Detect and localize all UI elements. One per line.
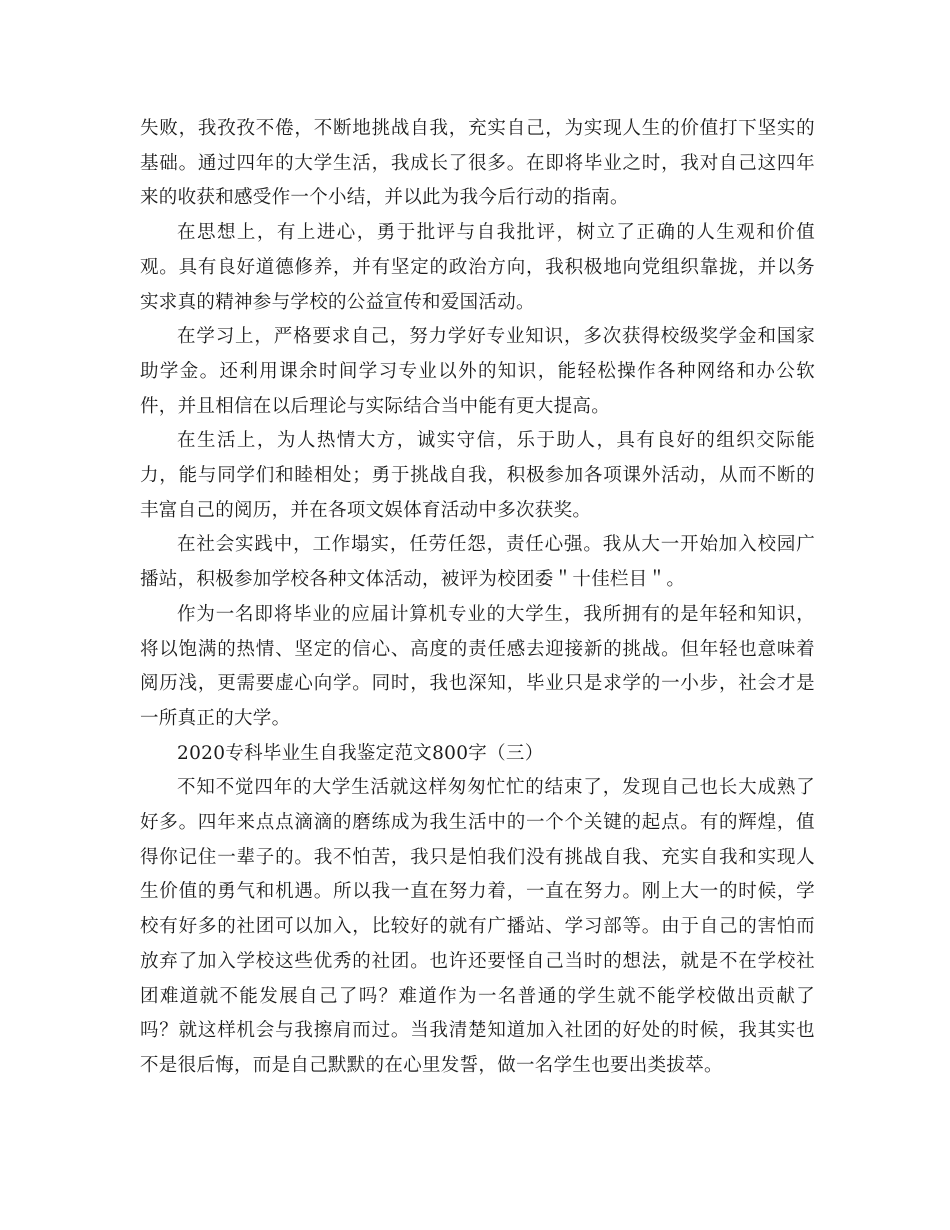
paragraph-graduate: 作为一名即将毕业的应届计算机专业的大学生，我所拥有的是年轻和知识，将以饱满的热情、坚定的信心、高度的责任感去迎接新的挑战。但年轻也意味着阅历浅，更需要虚心向学。同时，我也深知，毕业只是求学的一小步，社会才是一所真正的大学。 — [140, 603, 815, 729]
document-body — [140, 112, 815, 1084]
paragraph-life: 在生活上，为人热情大方，诚实守信，乐于助人，具有良好的组织交际能力，能与同学们和睦相处；勇于挑战自我，积极参加各项课外活动，从而不断的丰富自己的阅历，并在各项文娱体育活动中多次获奖。 — [140, 430, 815, 521]
section-heading: 2020专科毕业生自我鉴定范文800字（三） — [177, 742, 544, 764]
paragraph-study: 在学习上，严格要求自己，努力学好专业知识，多次获得校级奖学金和国家助学金。还利用课余时间学习专业以外的知识，能轻松操作各种网络和办公软件，并且相信在以后理论与实际结合当中能有更大提高。 — [140, 326, 815, 417]
paragraph-continuation: 失败，我孜孜不倦，不断地挑战自我，充实自己，为实现人生的价值打下坚实的基础。通过四年的大学生活，我成长了很多。在即将毕业之时，我对自己这四年来的收获和感受作一个小结，并以此为我今后行动的指南。 — [140, 118, 815, 209]
paragraph-social-practice: 在社会实践中，工作塌实，任劳任怨，责任心强。我从大一开始加入校园广播站，积极参加学校各种文体活动，被评为校团委＂十佳栏目＂。 — [140, 534, 815, 591]
paragraph-university-life: 不知不觉四年的大学生活就这样匆匆忙忙的结束了，发现自己也长大成熟了好多。四年来点点滴滴的磨练成为我生活中的一个个关键的起点。有的辉煌，值得你记住一辈子的。我不怕苦，我只是怕我们没有挑战自我、充实自我和实现人生价值的勇气和机遇。所以我一直在努力着，一直在努力。刚上大一的时候，学校有好多的社团可以加入，比较好的就有广播站、学习部等。由于自己的害怕而放弃了加入学校这些优秀的社团。也许还要怪自己当时的想法，就是不在学校社团难道就不能发展自己了吗？难道作为一名普通的学生就不能学校做出贡献了吗？就这样机会与我擦肩而过。当我清楚知道加入社团的好处的时候，我其实也不是很后悔，而是自己默默的在心里发誓，做一名学生也要出类拔萃。 — [140, 777, 815, 1076]
paragraph-ideology: 在思想上，有上进心，勇于批评与自我批评，树立了正确的人生观和价值观。具有良好道德修养，并有坚定的政治方向，我积极地向党组织靠拢，并以务实求真的精神参与学校的公益宣传和爱国活动。 — [140, 222, 815, 313]
